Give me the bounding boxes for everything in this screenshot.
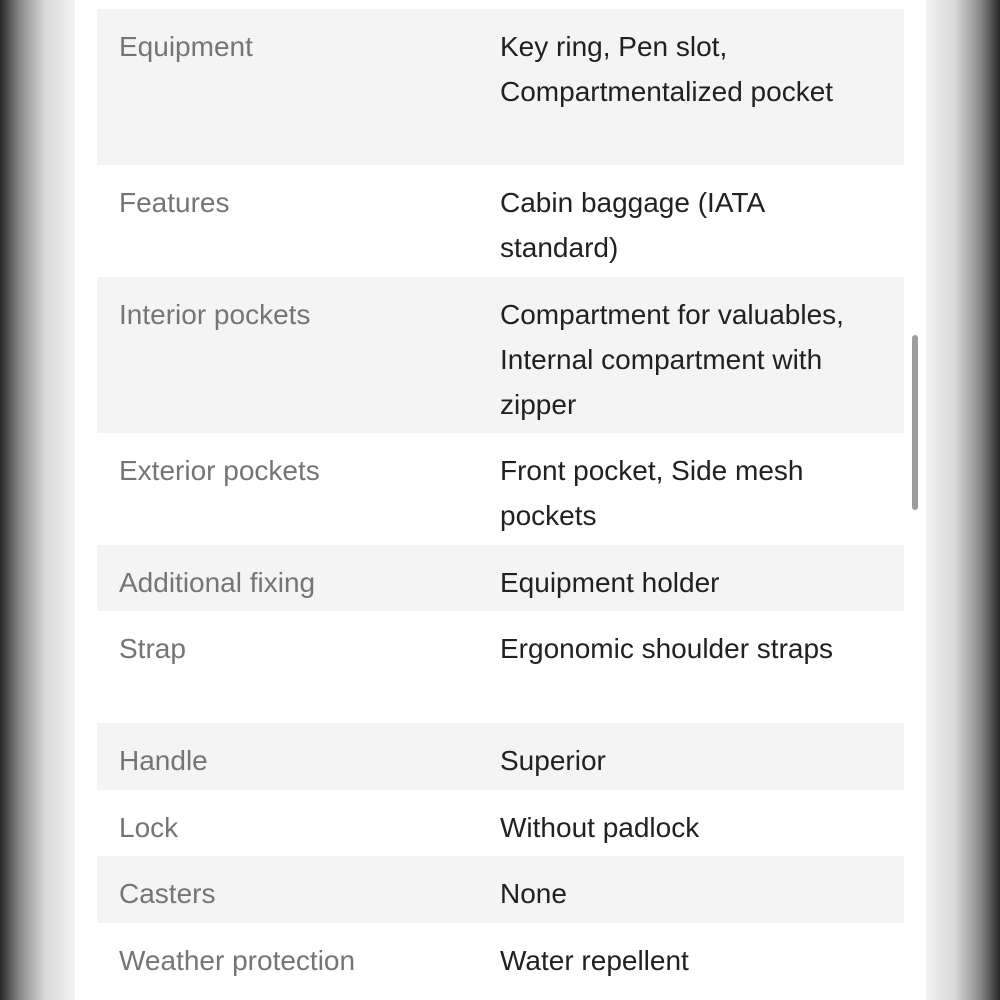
spec-label: Additional fixing bbox=[119, 567, 316, 598]
spec-row-lock bbox=[97, 790, 904, 856]
spec-label: Features bbox=[119, 187, 230, 218]
product-specs-page bbox=[75, 0, 926, 1000]
spec-value: Key ring, Pen slot, Compartmentalized pocket bbox=[500, 31, 834, 107]
vertical-scrollbar[interactable] bbox=[912, 335, 918, 510]
spec-row-features bbox=[97, 165, 904, 277]
spec-row-exterior-pockets bbox=[97, 433, 904, 545]
spec-row-weather-protection bbox=[97, 923, 904, 998]
spec-row-interior-pockets bbox=[97, 277, 904, 433]
spec-label: Handle bbox=[119, 745, 208, 776]
spec-value: Superior bbox=[500, 745, 606, 776]
spec-label: Strap bbox=[119, 633, 186, 664]
spec-label: Weather protection bbox=[119, 945, 356, 976]
spec-value: Front pocket, Side mesh pockets bbox=[500, 455, 804, 531]
spec-label: Equipment bbox=[119, 31, 253, 62]
spec-value: Without padlock bbox=[500, 812, 700, 843]
spec-value: None bbox=[500, 878, 567, 909]
spec-value: Cabin baggage (IATA standard) bbox=[500, 187, 764, 263]
spec-row-casters bbox=[97, 856, 904, 923]
spec-value: Compartment for valuables, Internal compartment with zipper bbox=[500, 299, 844, 420]
spec-row-handle bbox=[97, 723, 904, 790]
spec-value: Water repellent bbox=[500, 945, 689, 976]
spec-label: Casters bbox=[119, 878, 216, 909]
spec-label: Lock bbox=[119, 812, 179, 843]
spec-value: Equipment holder bbox=[500, 567, 720, 598]
spec-label: Interior pockets bbox=[119, 299, 311, 330]
spec-row-equipment bbox=[97, 9, 904, 165]
spec-value: Ergonomic shoulder straps bbox=[500, 633, 834, 664]
spec-label: Exterior pockets bbox=[119, 455, 320, 486]
specs-table bbox=[97, 9, 904, 998]
spec-row-additional-fixing bbox=[97, 545, 904, 611]
spec-row-strap bbox=[97, 611, 904, 723]
